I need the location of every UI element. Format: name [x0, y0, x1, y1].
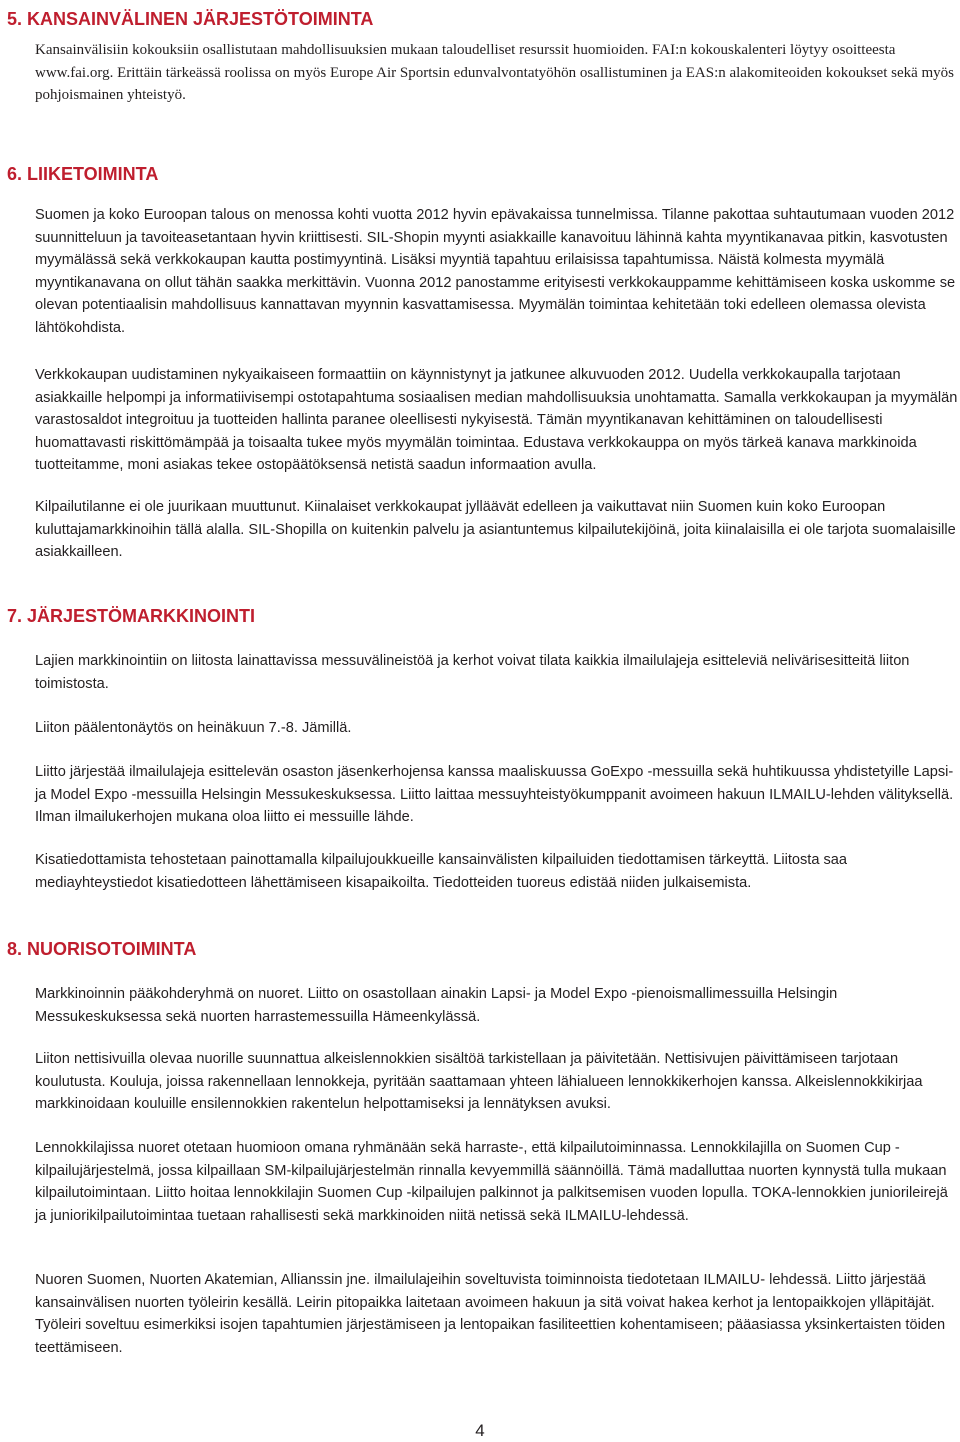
- section-heading-marketing: 7. JÄRJESTÖMARKKINOINTI: [7, 606, 256, 626]
- paragraph-marketing-media: Kisatiedottamista tehostetaan painottamalla kilpailujoukkueille kansainvälisten kilpailuiden tiedottamisen tärkeyttä. Liitosta saa mediayhteystiedot kisatiedotteen lähettämiseen kisapaikoilta. Tiedotteiden tuoreus edistää niiden julkaisemista.: [35, 852, 848, 891]
- paragraph-business-competition: Kilpailutilanne ei ole juurikaan muuttunut. Kiinalaiset verkkokaupat jylläävät edelleen ja vaikuttavat niin Suomen kuin koko Euroopan kuluttajamarkkinoihin tällä alalla. SIL-Shopilla on kuitenkin palvelu ja asiantuntemus kilpailutekijöinä, joita kiinalaisilla ei ole tarjota suomalaisille asiakkailleen.: [35, 499, 956, 560]
- paragraph-youth-website: Liiton nettisivuilla olevaa nuorille suunnattua alkeislennokkien sisältöä tarkistellaan ja päivitetään. Nettisivujen päivittämiseen tarjotaan koulutusta. Kouluja, joissa rakennellaan lennokkeja, pyritään saattamaan yhteen lähialueen lennokkikerhojen kanssa. Alkeislennokkikirjaa markkinoidaan kouluille ensilennokkien rakentelun helpottamiseksi ja lennätyksen avuksi.: [35, 1051, 923, 1112]
- paragraph-marketing-expos: Liitto järjestää ilmailulajeja esittelevän osaston jäsenkerhojensa kanssa maaliskuussa GoExpo -messuilla sekä huhtikuussa yhdistetyille Lapsi- ja Model Expo -messuilla Helsingin Messukeskuksessa. Liitto laittaa messuyhteistyökumppanit avoimeen hakuun ILMAILU-lehden välityksellä. Ilman ilmailukerhojen mukana oloa liitto ei messuille lähde.: [35, 764, 954, 825]
- section-heading-international: 5. KANSAINVÄLINEN JÄRJESTÖTOIMINTA: [7, 9, 374, 29]
- paragraph-youth-models: Lennokkilajissa nuoret otetaan huomioon omana ryhmänään sekä harraste-, että kilpailutoiminnassa. Lennokkilajilla on Suomen Cup -kilpailujärjestelmä, jossa kilpaillaan SM-kilpailujärjestelmän rinnalla kevyemmillä säännöillä. Tämä madalluttaa nuorten kynnystä tulla mukaan kilpailutoimintaan. Liitto hoitaa lennokkilajin Suomen Cup -kilpailujen palkinnot ja palkitsemisen vuoden lopulla. TOKA-lennokkien juniorileirejä ja juniorikilpailutoimintaa tuetaan rahallisesti sekä markkinoiden niitä netissä sekä ILMAILU-lehdessä.: [35, 1140, 948, 1224]
- paragraph-business-economy: Suomen ja koko Euroopan talous on menossa kohti vuotta 2012 hyvin epävakaissa tunnelmissa. Tilanne pakottaa suhtautumaan vuoden 2012 suunnitteluun ja tavoiteasetantaan hyvin kriittisesti. SIL-Shopin myynti asiakkaille kanavoituu lähinnä kahta myyntikanavaa pitkin, kasvotusten myymälässä sekä verkkokaupan kautta postimyyntinä. Lisäksi myyntiä tapahtuu erilaisissa tapahtumissa. Näistä kolmesta myymälä myyntikanavana on ollut tähän saakka merkittävin. Vuonna 2012 panostamme erityisesti verkkokauppamme kehittämiseen koska uskomme se olevan potentiaalisin mahdollisuus kannattavan myynnin kasvattamisessa. Myymälän toimintaa kehitetään toki edelleen olemassa olevista lähtökohdista.: [35, 207, 956, 336]
- section-heading-business: 6. LIIKETOIMINTA: [7, 164, 159, 184]
- page-number: 4: [475, 1421, 485, 1440]
- paragraph-business-webshop: Verkkokaupan uudistaminen nykyaikaiseen formaattiin on käynnistynyt ja jatkunee alkuvuoden 2012. Uudella verkkokaupalla tarjotaan asiakkaille helpompi ja informatiivisempi ostotapahtuma sosiaalisen median mahdollisuuksia unohtamatta. Samalla verkkokaupan ja myymälän varastosaldot integroituu ja tuotteiden hallinta paranee oleellisesti nykyisestä. Tämän myyntikanavan kehittäminen on taloudellisesti huomattavasti riskittömämpää ja toisaalta tukee myös myymälän toimintaa. Edustava verkkokauppa on myös tärkeä kanava markkinoida tuotteitamme, moni asiakas tekee ostopäätöksensä netistä saadun informaation avulla.: [35, 367, 958, 473]
- paragraph-international: Kansainvälisiin kokouksiin osallistutaan mahdollisuuksien mukaan taloudelliset resurssit huomioiden. FAI:n kokouskalenteri löytyy osoitteesta www.fai.org. Erittäin tärkeässä roolissa on myös Europe Air Sportsin edunvalvontatyöhön osallistuminen ja EAS:n alakomiteoiden kokoukset sekä myös pohjoismainen yhteistyö.: [35, 42, 955, 103]
- section-heading-youth: 8. NUORISOTOIMINTA: [7, 939, 197, 959]
- paragraph-youth-target: Markkinoinnin pääkohderyhmä on nuoret. Liitto on osastollaan ainakin Lapsi- ja Model Expo -pienoismallimessuilla Helsingin Messukeskuksessa sekä nuorten harrastemessuilla Hämeenkylässä.: [35, 986, 838, 1025]
- paragraph-marketing-airshow: Liiton päälentonäytös on heinäkuun 7.-8. Jämillä.: [35, 720, 352, 736]
- paragraph-youth-camp: Nuoren Suomen, Nuorten Akatemian, Allianssin jne. ilmailulajeihin soveltuvista toiminnoista tiedotetaan ILMAILU- lehdessä. Liitto järjestää kansainvälisen nuorten työleirin kesällä. Leirin pitopaikka laitetaan avoimeen hakuun ja sitä voivat hakea kerhot ja lentopaikkojen ylläpitäjät. Työleiri soveltuu esimerkiksi isojen tapahtumien järjestämiseen ja lentopaikan fasiliteettien kohentamiseen; pääasiassa yksinkertaisten töiden teettämiseen.: [35, 1272, 946, 1356]
- paragraph-marketing-materials: Lajien markkinointiin on liitosta lainattavissa messuvälineistöä ja kerhot voivat tilata kaikkia ilmailulajeja esitteleviä nelivärisesitteitä liiton toimistosta.: [35, 653, 910, 692]
